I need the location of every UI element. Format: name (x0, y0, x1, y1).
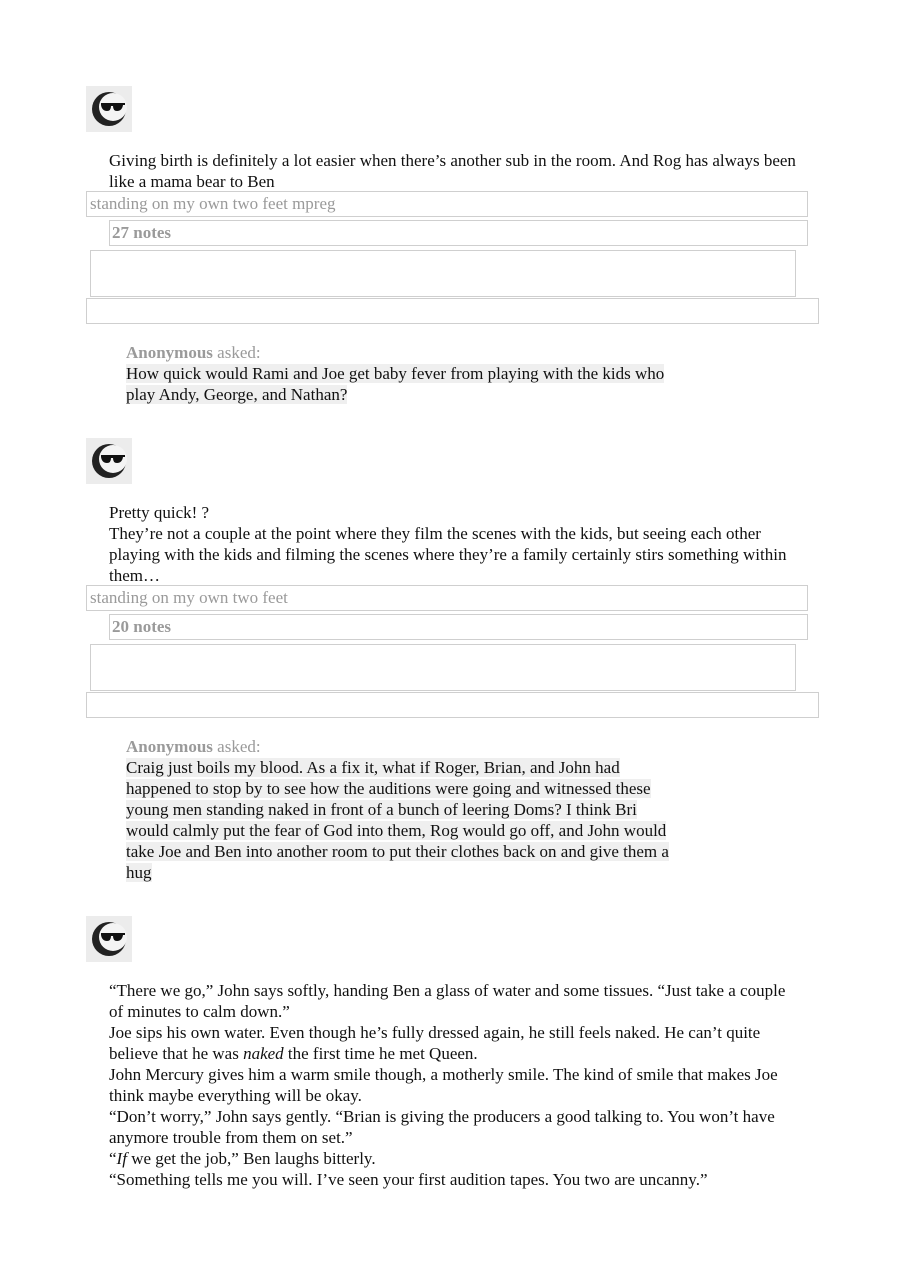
ask-question (126, 757, 726, 883)
avatar[interactable] (86, 916, 132, 962)
question-line: hug (126, 863, 152, 882)
ask-block (126, 342, 726, 405)
asked-label: asked: (217, 737, 261, 756)
post-tags[interactable]: standing on my own two feet mpreg (86, 191, 808, 217)
emphasis: naked (243, 1044, 284, 1063)
question-line: take Joe and Ben into another room to put their clothes back on and give them a (126, 842, 669, 861)
post-paragraph: “Something tells me you will. I’ve seen your first audition tapes. You two are uncanny.” (109, 1170, 708, 1189)
text-span: the first time he met Queen. (283, 1044, 478, 1063)
text-span: “ (109, 1149, 117, 1168)
post-divider (86, 298, 819, 324)
question-line: play Andy, George, and Nathan? (126, 385, 348, 404)
question-line: happened to stop by to see how the auditions were going and witnessed these (126, 779, 651, 798)
ask-header (126, 736, 726, 757)
sunglasses-face-icon (86, 916, 132, 962)
question-line: How quick would Rami and Joe get baby fever from playing with the kids who (126, 364, 665, 383)
asker-name[interactable]: Anonymous (126, 737, 213, 756)
question-line: young men standing naked in front of a bunch of leering Doms? I think Bri (126, 800, 637, 819)
post-body: Giving birth is definitely a lot easier when there’s another sub in the room. And Rog has always been like a mama bear to Ben (109, 151, 796, 191)
post-paragraph: John Mercury gives him a warm smile though, a motherly smile. The kind of smile that makes Joe think maybe everything will be okay. (109, 1065, 778, 1105)
ask-header (126, 342, 726, 363)
post-body (109, 502, 799, 586)
post-body (109, 980, 799, 1190)
post-paragraph: “There we go,” John says softly, handing Ben a glass of water and some tissues. “Just take a couple of minutes to calm down.” (109, 981, 786, 1021)
post-paragraph: They’re not a couple at the point where they film the scenes with the kids, but seeing each other playing with the kids and filming the scenes where they’re a family certainly stirs something within them… (109, 524, 787, 585)
post-paragraph (109, 1022, 799, 1064)
post-divider (86, 692, 819, 718)
avatar[interactable] (86, 86, 132, 132)
text-span: Joe sips his own water. Even though he’s fully dressed again, he still feels naked. He can’t quite believe that he was (109, 1023, 761, 1063)
sunglasses-face-icon (86, 86, 132, 132)
ask-question (126, 363, 726, 405)
text-span: we get the job,” Ben laughs bitterly. (126, 1149, 376, 1168)
post-paragraph: “Don’t worry,” John says gently. “Brian is giving the producers a good talking to. You won’t have anymore trouble from them on set.” (109, 1107, 775, 1147)
emphasis: If (116, 1149, 127, 1168)
notes-count[interactable]: 20 notes (109, 614, 808, 640)
post-paragraph: Pretty quick! ? (109, 503, 210, 522)
post-footer-panel (90, 644, 796, 691)
avatar[interactable] (86, 438, 132, 484)
ask-block (126, 736, 726, 883)
asker-name[interactable]: Anonymous (126, 343, 213, 362)
post-paragraph (109, 1148, 799, 1169)
question-line: would calmly put the fear of God into them, Rog would go off, and John would (126, 821, 667, 840)
asked-label: asked: (217, 343, 261, 362)
question-line: Craig just boils my blood. As a fix it, what if Roger, Brian, and John had (126, 758, 620, 777)
post-footer-panel (90, 250, 796, 297)
post-tags[interactable]: standing on my own two feet (86, 585, 808, 611)
sunglasses-face-icon (86, 438, 132, 484)
notes-count[interactable]: 27 notes (109, 220, 808, 246)
